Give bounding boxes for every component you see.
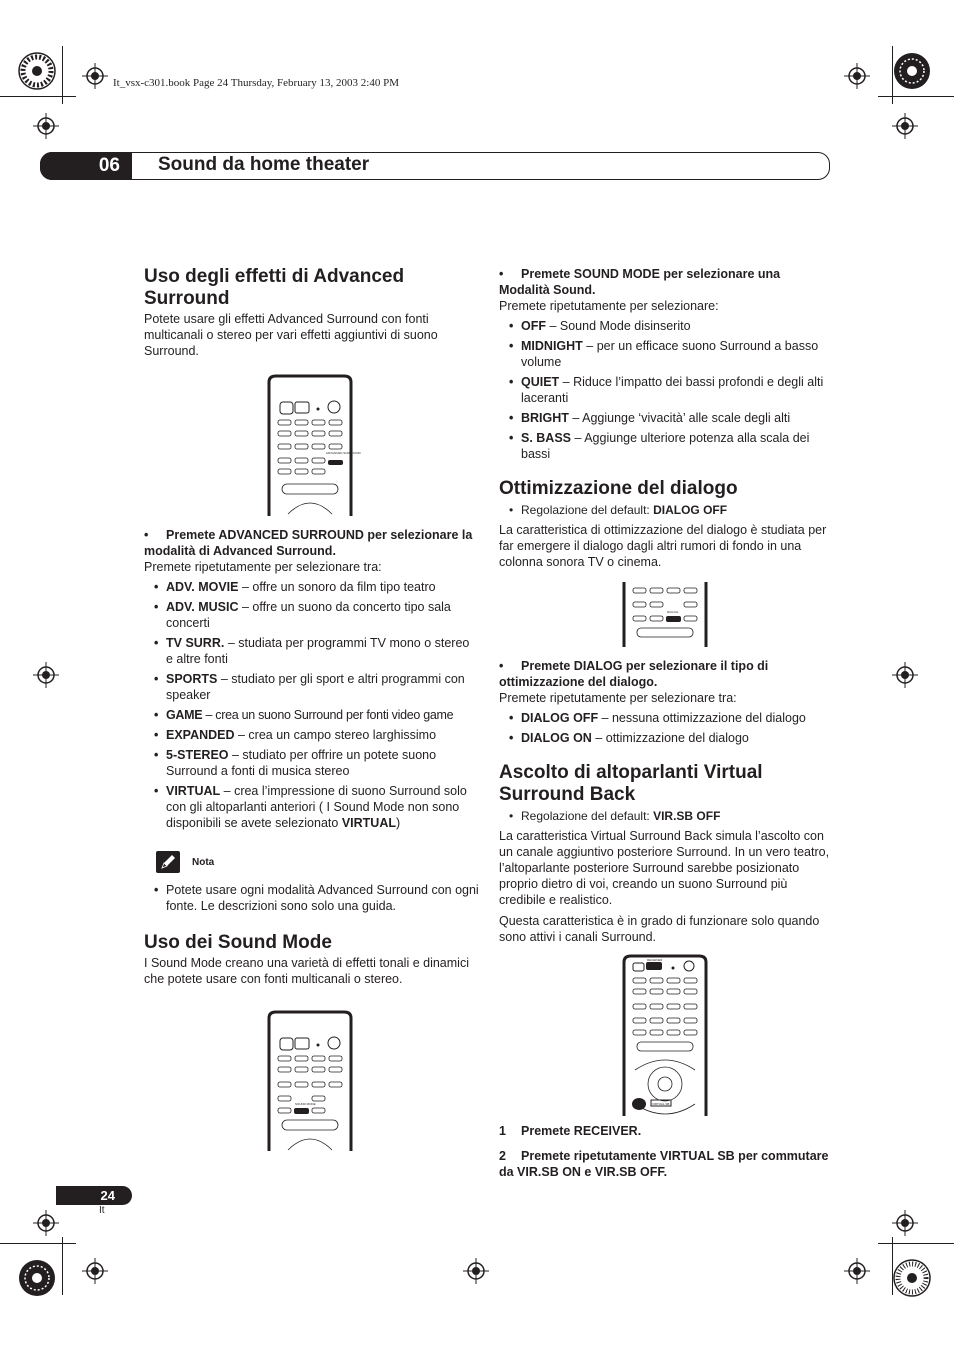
list-item bbox=[144, 635, 479, 667]
list-item bbox=[144, 579, 479, 595]
color-dial-mark-icon bbox=[892, 1258, 932, 1298]
registration-mark-icon bbox=[892, 1210, 918, 1236]
chapter-number: 06 bbox=[40, 152, 132, 180]
list-item bbox=[499, 374, 831, 406]
list-item bbox=[499, 710, 831, 726]
color-dial-mark-icon bbox=[17, 1258, 57, 1298]
list-item bbox=[144, 783, 479, 831]
left-column bbox=[144, 266, 479, 359]
mode-desc: – crea l’impressione di suono Surround solo con gli altoparlanti anteriori ( I Sound Mode non sono disponibili se avete selezionato bbox=[166, 784, 467, 830]
advanced-surround-instruction bbox=[144, 527, 479, 559]
step-1 bbox=[499, 1123, 831, 1139]
note-header bbox=[144, 851, 479, 873]
list-item bbox=[144, 747, 479, 779]
advanced-surround-intro: Potete usare gli effetti Advanced Surround con fonti multicanali o stereo per vari effetti aggiuntivi di suono Surround. bbox=[144, 312, 438, 358]
mode-desc: – studiato per gli sport e altri programmi con speaker bbox=[166, 672, 465, 702]
right-column-part2 bbox=[499, 658, 831, 945]
note-label: Nota bbox=[192, 857, 215, 868]
dialog-default bbox=[499, 502, 831, 518]
list-item bbox=[144, 707, 479, 723]
mode-desc-end: ) bbox=[395, 816, 401, 830]
mode-desc: – offre un suono da concerto tipo sala concerti bbox=[166, 600, 451, 630]
dialog-option-list bbox=[499, 710, 831, 746]
advanced-surround-mode-list bbox=[144, 579, 479, 831]
crop-line bbox=[878, 96, 954, 97]
dialog-instruction bbox=[499, 658, 831, 690]
virtual-sb-button-label: VIRTUAL SB bbox=[652, 1102, 670, 1106]
section-title-sound-mode: Uso dei Sound Mode bbox=[144, 932, 332, 953]
crop-line bbox=[62, 46, 63, 104]
option-name: DIALOG OFF bbox=[521, 711, 599, 725]
mode-desc: – studiata per programmi TV mono o stereo e altre fonti bbox=[166, 636, 470, 666]
mode-desc: – Sound Mode disinserito bbox=[546, 319, 691, 333]
bullet: • bbox=[499, 267, 504, 281]
virtual-description-2: Questa caratteristica è in grado di funzionare solo quando sono attivi i canali Surround. bbox=[499, 914, 820, 944]
list-item bbox=[499, 410, 831, 426]
mode-name: TV SURR. bbox=[166, 636, 225, 650]
left-column-part2 bbox=[144, 527, 479, 987]
mode-name: GAME bbox=[166, 708, 203, 722]
right-column bbox=[499, 266, 831, 570]
remote-control-illustration bbox=[621, 582, 709, 647]
registration-mark-icon bbox=[844, 1258, 870, 1284]
mode-name: ADV. MUSIC bbox=[166, 600, 239, 614]
dialog-instruction-text: Premete DIALOG per selezionare il tipo di ottimizzazione del dialogo. bbox=[499, 659, 769, 689]
step-2 bbox=[499, 1148, 831, 1180]
registration-mark-icon bbox=[33, 113, 59, 139]
registration-mark-icon bbox=[82, 1258, 108, 1284]
mode-name: BRIGHT bbox=[521, 411, 569, 425]
crop-line bbox=[0, 96, 76, 97]
list-item bbox=[144, 671, 479, 703]
mode-name: SPORTS bbox=[166, 672, 218, 686]
section-title-advanced-surround: Uso degli effetti di Advanced Surround bbox=[144, 266, 405, 309]
mode-desc: – per un efficace suono Surround a basso volume bbox=[521, 339, 819, 369]
sound-mode-intro: I Sound Mode creano una varietà di effetti tonali e dinamici che potete usare con fonti multicanali o stereo. bbox=[144, 956, 469, 986]
mode-name: QUIET bbox=[521, 375, 560, 389]
mode-desc: – studiato per offrire un potete suono Surround a fonti di musica stereo bbox=[166, 748, 437, 778]
remote-control-illustration bbox=[266, 1010, 354, 1151]
option-desc: – nessuna ottimizzazione del dialogo bbox=[598, 711, 806, 725]
step-number: 1 bbox=[499, 1124, 506, 1138]
registration-mark-icon bbox=[82, 63, 108, 89]
mode-name: EXPANDED bbox=[166, 728, 235, 742]
sound-mode-instruction-text: Premete SOUND MODE per selezionare una Modalità Sound. bbox=[499, 267, 781, 297]
mode-name: ADV. MOVIE bbox=[166, 580, 239, 594]
mode-name: S. BASS bbox=[521, 431, 572, 445]
step-text: Premete ripetutamente VIRTUAL SB per commutare da VIR.SB ON e VIR.SB OFF. bbox=[499, 1149, 829, 1179]
dialog-button-label: DIALOG bbox=[667, 610, 679, 614]
registration-mark-icon bbox=[892, 113, 918, 139]
list-item bbox=[499, 318, 831, 334]
remote-control-illustration bbox=[621, 954, 709, 1116]
file-header: It_vsx-c301.book Page 24 Thursday, February 13, 2003 2:40 PM bbox=[113, 77, 399, 89]
step-text: Premete RECEIVER. bbox=[521, 1124, 642, 1138]
mode-name-ref: VIRTUAL bbox=[341, 816, 396, 830]
mode-desc: – crea un suono Surround per fonti video game bbox=[202, 708, 454, 722]
sound-mode-list bbox=[499, 318, 831, 462]
section-title-virtual-surround-back: Ascolto di altoparlanti Virtual Surround Back bbox=[499, 762, 763, 805]
mode-name: MIDNIGHT bbox=[521, 339, 583, 353]
list-item bbox=[499, 730, 831, 746]
dialog-repeat: Premete ripetutamente per selezionare tra: bbox=[499, 691, 737, 705]
color-dial-mark-icon bbox=[17, 51, 57, 91]
color-dial-mark-icon bbox=[892, 51, 932, 91]
sound-mode-instruction bbox=[499, 266, 831, 298]
crop-line bbox=[878, 1243, 954, 1244]
section-title-dialog: Ottimizzazione del dialogo bbox=[499, 478, 738, 499]
advanced-surround-instruction-text: Premete ADVANCED SURROUND per selezionare la modalità di Advanced Surround. bbox=[144, 528, 473, 558]
step-number: 2 bbox=[499, 1149, 506, 1163]
note-pencil-icon bbox=[156, 851, 180, 873]
registration-mark-icon bbox=[463, 1258, 489, 1284]
default-value: VIR.SB OFF bbox=[653, 809, 721, 823]
mode-desc: – crea un campo stereo larghissimo bbox=[234, 728, 437, 742]
list-item bbox=[144, 599, 479, 631]
sound-mode-button-label: SOUND MODE bbox=[295, 1102, 316, 1106]
crop-line bbox=[0, 1243, 76, 1244]
list-item bbox=[144, 727, 479, 743]
advanced-surround-repeat: Premete ripetutamente per selezionare tra: bbox=[144, 560, 382, 574]
option-name: DIALOG ON bbox=[521, 731, 592, 745]
note-list bbox=[144, 882, 479, 914]
virtual-steps bbox=[499, 1123, 831, 1180]
registration-mark-icon bbox=[33, 662, 59, 688]
default-label: Regolazione del default: bbox=[521, 503, 654, 517]
mode-desc: – offre un sonoro da film tipo teatro bbox=[238, 580, 436, 594]
page-language: It bbox=[99, 1205, 105, 1216]
option-desc: – ottimizzazione del dialogo bbox=[591, 731, 749, 745]
bullet: • bbox=[499, 659, 504, 673]
list-item bbox=[499, 338, 831, 370]
registration-mark-icon bbox=[33, 1210, 59, 1236]
default-value: DIALOG OFF bbox=[653, 503, 728, 517]
mode-name: OFF bbox=[521, 319, 546, 333]
sound-mode-repeat: Premete ripetutamente per selezionare: bbox=[499, 299, 719, 313]
dialog-description: La caratteristica di ottimizzazione del dialogo è studiata per far emergere il dialogo dagli altri rumori di fondo in una colonna sonora TV o cinema. bbox=[499, 523, 827, 569]
note-text: • Potete usare ogni modalità Advanced Surround con ogni fonte. Le descrizioni sono solo una guida. bbox=[144, 882, 479, 914]
chapter-title: Sound da home theater bbox=[158, 154, 370, 175]
crop-line bbox=[62, 1237, 63, 1295]
virtual-default bbox=[499, 808, 831, 824]
list-item bbox=[499, 430, 831, 462]
mode-name: 5-STEREO bbox=[166, 748, 229, 762]
registration-mark-icon bbox=[892, 662, 918, 688]
mode-desc: – Aggiunge ‘vivacità’ alle scale degli alti bbox=[568, 411, 791, 425]
bullet: • bbox=[144, 528, 149, 542]
mode-desc: – Aggiunge ulteriore potenza alla scala dei bassi bbox=[521, 431, 810, 461]
advanced-surround-button-label: ADVANCED SURROUND bbox=[326, 451, 361, 455]
mode-desc: – Riduce l’impatto dei bassi profondi e degli alti laceranti bbox=[521, 375, 824, 405]
mode-name: VIRTUAL bbox=[166, 784, 221, 798]
receiver-button-label: RECEIVER bbox=[647, 958, 663, 962]
page-number: 24 bbox=[56, 1186, 132, 1205]
virtual-description-1: La caratteristica Virtual Surround Back simula l’ascolto con un canale aggiuntivo posteriore Surround. In un vero teatro, l’altoparlante posteriore Surround sarebbe posizionato proprio dietro di voi, creando un suono Surround più credibile e realistico. bbox=[499, 829, 830, 907]
registration-mark-icon bbox=[844, 63, 870, 89]
remote-control-illustration bbox=[266, 374, 361, 516]
default-label: Regolazione del default: bbox=[521, 809, 654, 823]
